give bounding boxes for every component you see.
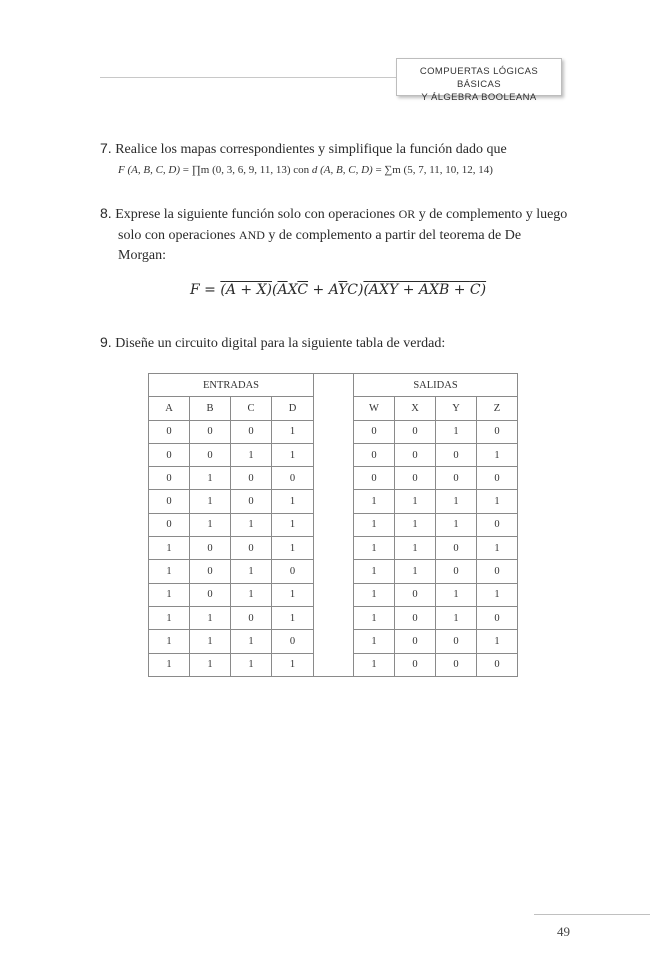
truth-table	[148, 373, 518, 677]
input-cell: 1	[149, 537, 190, 560]
input-cell: 0	[231, 606, 272, 629]
output-cell: 1	[395, 513, 436, 536]
and-keyword: AND	[238, 228, 265, 242]
input-cell: 1	[190, 606, 231, 629]
table-separator-column	[314, 374, 354, 677]
chapter-header-box	[396, 58, 562, 103]
output-cell: 1	[354, 630, 395, 653]
column-header-w: W	[354, 397, 395, 420]
input-cell: 1	[231, 513, 272, 536]
column-header-z: Z	[477, 397, 518, 420]
input-cell: 1	[231, 583, 272, 606]
output-cell: 0	[477, 606, 518, 629]
input-cell: 1	[272, 490, 314, 513]
output-cell: 0	[477, 420, 518, 443]
input-cell: 1	[149, 653, 190, 676]
question-8-text-a: Exprese la siguiente función solo con operaciones	[115, 207, 399, 222]
column-header-x: X	[395, 397, 436, 420]
output-cell: 1	[395, 560, 436, 583]
question-7-number: 7.	[100, 140, 112, 156]
or-keyword: OR	[398, 207, 416, 221]
input-cell: 0	[231, 537, 272, 560]
output-cell: 1	[354, 653, 395, 676]
column-header-a: A	[149, 397, 190, 420]
output-cell: 0	[395, 467, 436, 490]
question-7-text: Realice los mapas correspondientes y simplifique la función dado que	[115, 142, 507, 157]
output-cell: 0	[354, 420, 395, 443]
output-cell: 1	[354, 537, 395, 560]
input-cell: 1	[272, 443, 314, 466]
input-cell: 0	[272, 560, 314, 583]
question-7-formula	[118, 164, 493, 176]
output-cell: 0	[395, 606, 436, 629]
output-cell: 1	[354, 560, 395, 583]
input-cell: 0	[231, 490, 272, 513]
output-cell: 1	[477, 443, 518, 466]
output-cell: 1	[354, 513, 395, 536]
output-cell: 1	[436, 420, 477, 443]
input-cell: 0	[190, 420, 231, 443]
question-8-number: 8.	[100, 205, 112, 221]
input-cell: 1	[190, 513, 231, 536]
column-header-c: C	[231, 397, 272, 420]
output-cell: 0	[436, 653, 477, 676]
table-group-header-row	[149, 374, 518, 397]
inputs-header: ENTRADAS	[149, 374, 314, 397]
output-cell: 1	[477, 490, 518, 513]
input-cell: 0	[149, 467, 190, 490]
header-rule	[100, 77, 400, 78]
formula-f-term: F (A, B, C, D)	[118, 164, 181, 176]
column-header-y: Y	[436, 397, 477, 420]
question-9	[100, 332, 570, 354]
output-cell: 0	[477, 467, 518, 490]
formula-d-sum: = ∑m (5, 7, 11, 10, 12, 14)	[372, 164, 493, 176]
output-cell: 0	[395, 443, 436, 466]
input-cell: 0	[149, 420, 190, 443]
question-8-text-c: y de complemento a partir del teorema de De Morgan:	[118, 228, 522, 263]
input-cell: 1	[190, 467, 231, 490]
output-cell: 1	[436, 490, 477, 513]
input-cell: 1	[231, 560, 272, 583]
outputs-header: SALIDAS	[354, 374, 518, 397]
input-cell: 1	[231, 653, 272, 676]
input-cell: 1	[231, 443, 272, 466]
output-cell: 0	[436, 443, 477, 466]
input-cell: 1	[190, 490, 231, 513]
question-9-number: 9.	[100, 334, 112, 350]
input-cell: 0	[149, 490, 190, 513]
output-cell: 1	[395, 537, 436, 560]
column-header-b: B	[190, 397, 231, 420]
formula-f-product: = ∏m (0, 3, 6, 9, 11, 13) con	[180, 164, 312, 176]
input-cell: 1	[149, 583, 190, 606]
output-cell: 0	[477, 560, 518, 583]
input-cell: 0	[190, 583, 231, 606]
output-cell: 0	[395, 420, 436, 443]
output-cell: 0	[436, 537, 477, 560]
output-cell: 1	[436, 513, 477, 536]
output-cell: 1	[354, 490, 395, 513]
input-cell: 0	[149, 513, 190, 536]
input-cell: 1	[272, 420, 314, 443]
output-cell: 0	[395, 653, 436, 676]
question-8	[100, 203, 570, 266]
input-cell: 0	[231, 467, 272, 490]
output-cell: 0	[477, 513, 518, 536]
output-cell: 0	[436, 630, 477, 653]
output-cell: 1	[477, 630, 518, 653]
output-cell: 1	[436, 606, 477, 629]
input-cell: 1	[149, 630, 190, 653]
chapter-title-line1: COMPUERTAS LÓGICAS BÁSICAS	[419, 66, 539, 90]
input-cell: 0	[272, 467, 314, 490]
input-cell: 0	[272, 630, 314, 653]
output-cell: 1	[354, 583, 395, 606]
page-number: 49	[557, 924, 570, 939]
output-cell: 0	[436, 467, 477, 490]
input-cell: 1	[190, 653, 231, 676]
output-cell: 1	[436, 583, 477, 606]
input-cell: 1	[149, 560, 190, 583]
chapter-title-line2: Y ÁLGEBRA BOOLEANA	[421, 92, 537, 103]
input-cell: 0	[231, 420, 272, 443]
formula-d-term: d (A, B, C, D)	[311, 164, 373, 176]
output-cell: 1	[395, 490, 436, 513]
input-cell: 0	[190, 443, 231, 466]
input-cell: 1	[190, 630, 231, 653]
input-cell: 1	[272, 583, 314, 606]
input-cell: 1	[231, 630, 272, 653]
output-cell: 1	[477, 537, 518, 560]
input-cell: 1	[272, 653, 314, 676]
question-9-text: Diseñe un circuito digital para la siguiente tabla de verdad:	[115, 336, 446, 351]
output-cell: 0	[436, 560, 477, 583]
boolean-expression: $F = (A + X)(\overline{A}X\overline{C} + A\overline{Y}C)(AXY$ + AXB + C)	[190, 282, 487, 298]
output-cell: 0	[395, 583, 436, 606]
output-cell: 0	[354, 467, 395, 490]
output-cell: 0	[354, 443, 395, 466]
input-cell: 1	[272, 537, 314, 560]
output-cell: 0	[477, 653, 518, 676]
output-cell: 0	[395, 630, 436, 653]
question-8-text-b: y de complemento y luego solo con operaciones	[118, 207, 568, 243]
input-cell: 0	[190, 537, 231, 560]
output-cell: 1	[354, 606, 395, 629]
input-cell: 0	[149, 443, 190, 466]
input-cell: 0	[190, 560, 231, 583]
input-cell: 1	[149, 606, 190, 629]
output-cell: 1	[477, 583, 518, 606]
input-cell: 1	[272, 606, 314, 629]
column-header-d: D	[272, 397, 314, 420]
footer-rule	[534, 914, 650, 915]
question-7	[100, 138, 570, 160]
input-cell: 1	[272, 513, 314, 536]
